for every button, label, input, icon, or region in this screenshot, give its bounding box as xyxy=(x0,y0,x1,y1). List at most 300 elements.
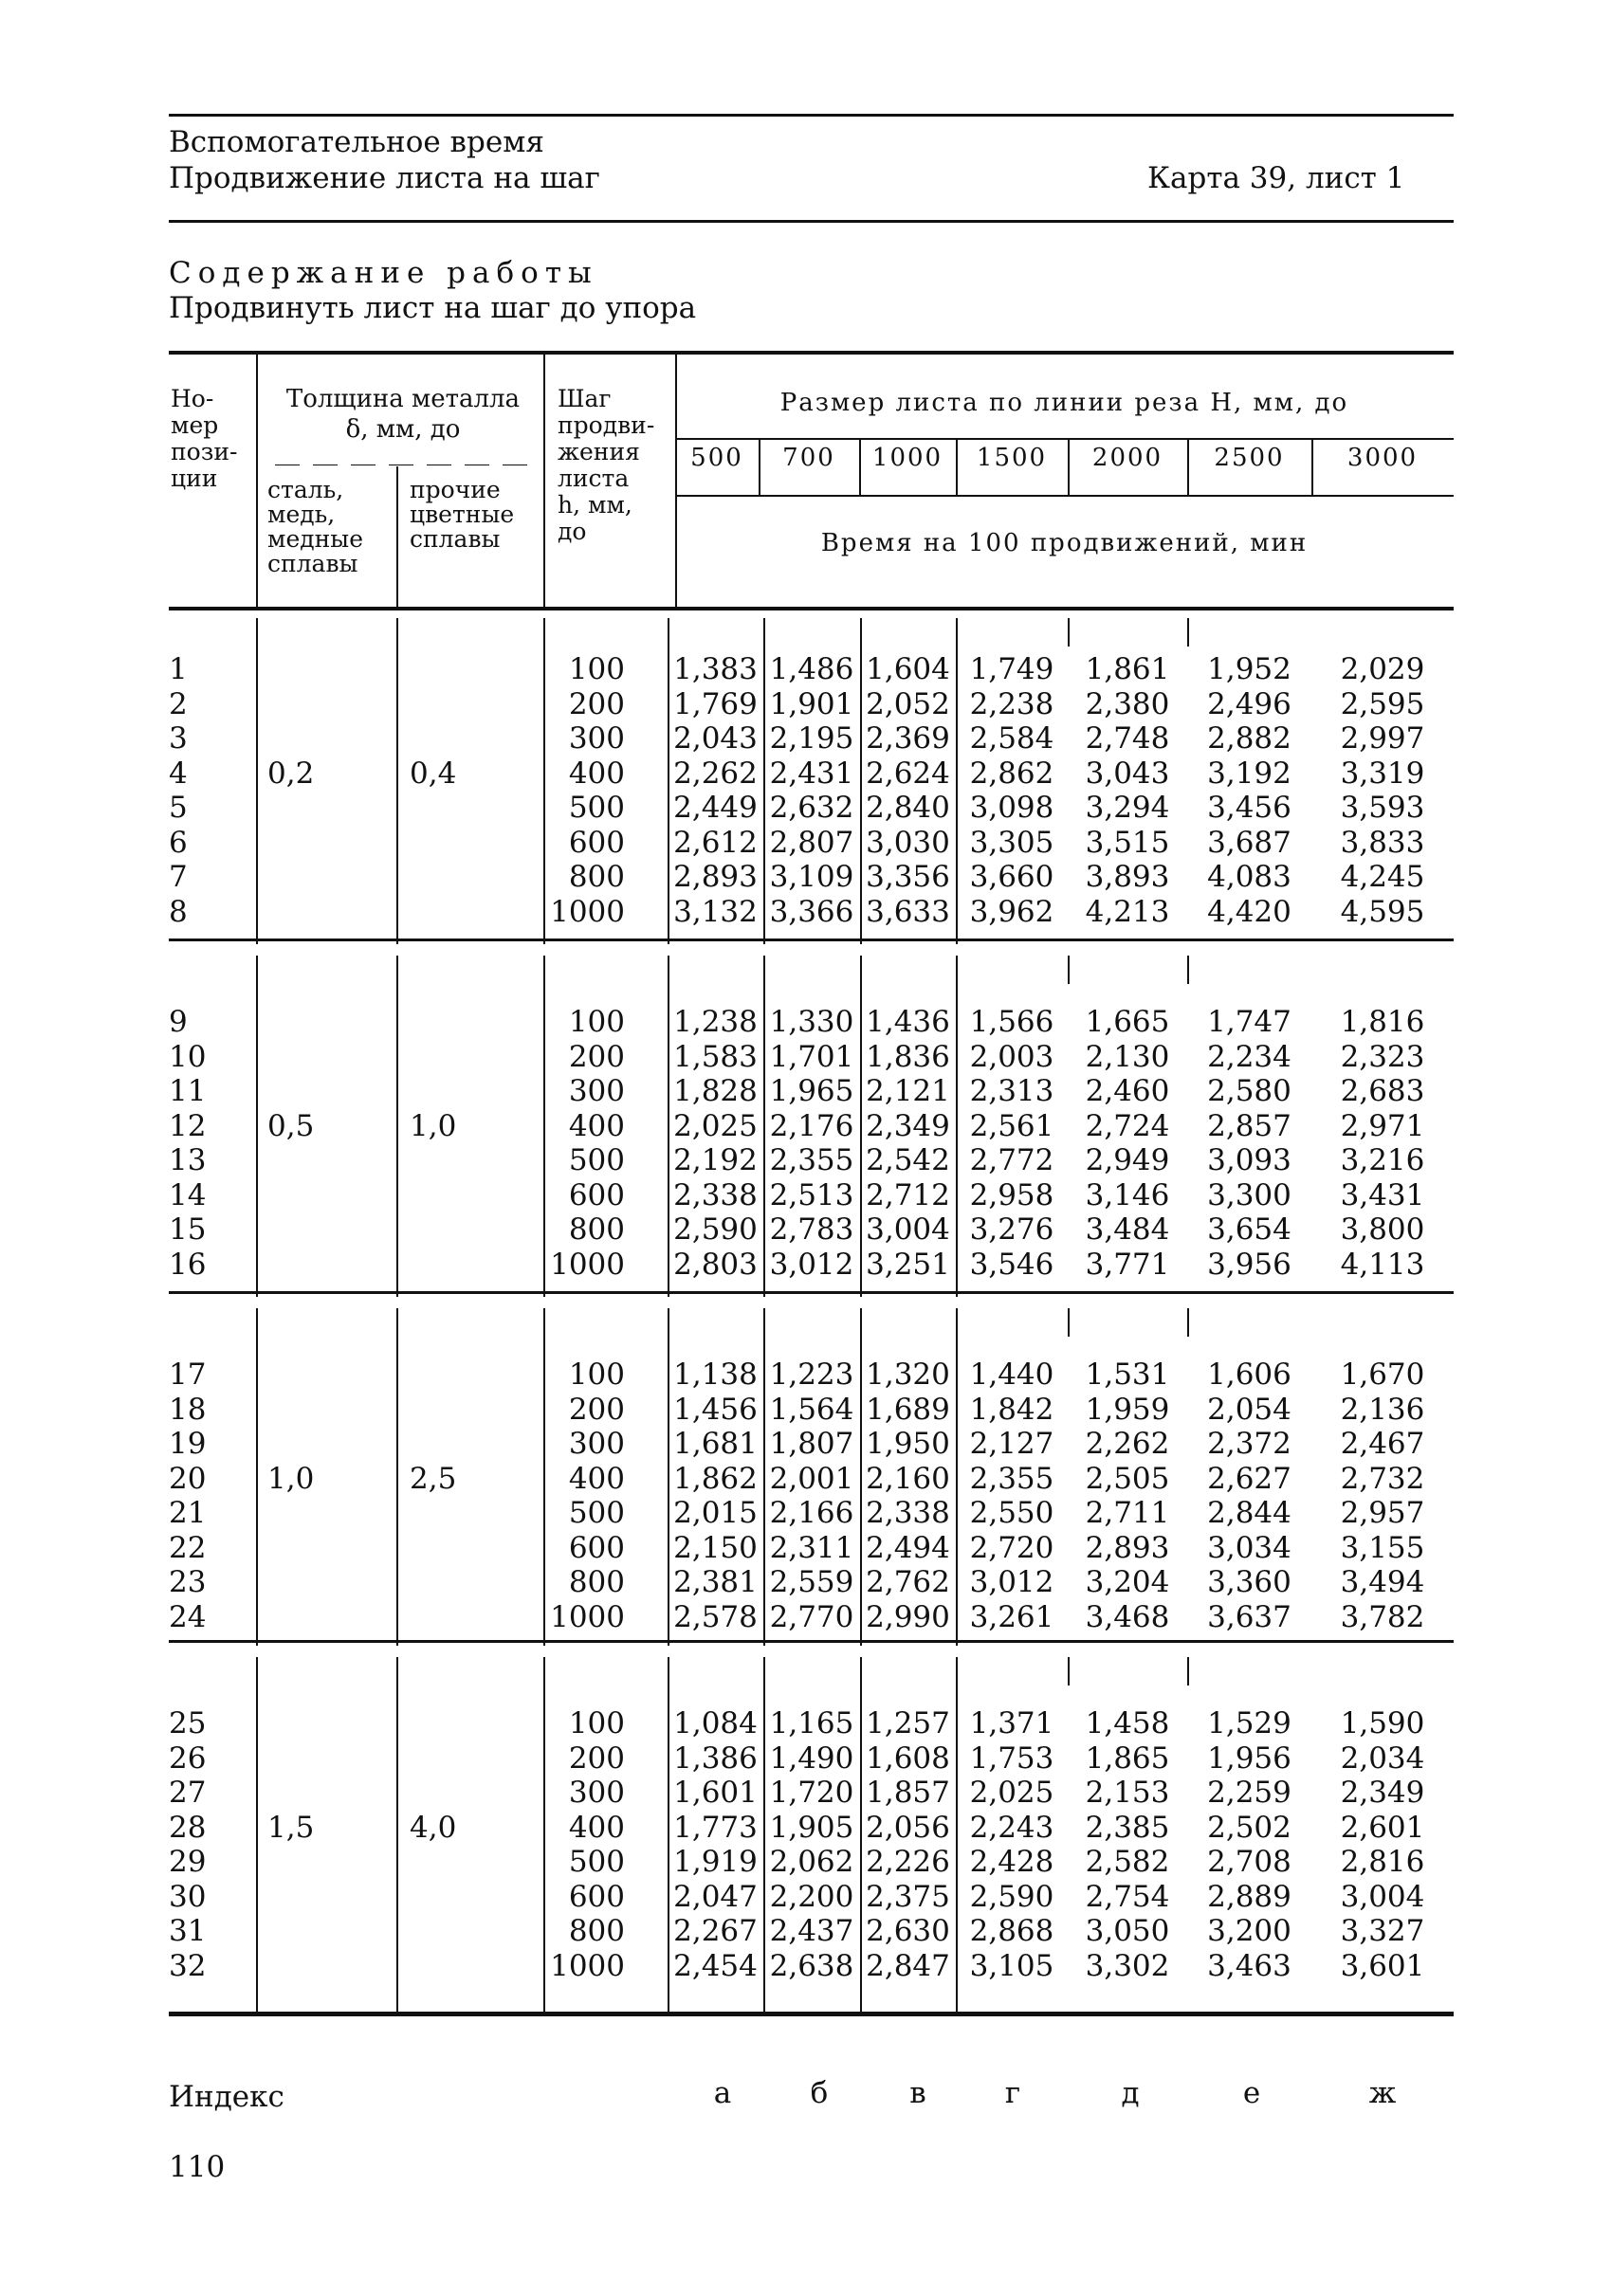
time-value-cell: 3,146 xyxy=(1085,1177,1170,1212)
time-value-cell: 2,349 xyxy=(866,1108,950,1143)
other-header-line: цветные xyxy=(410,501,515,528)
time-value-cell: 2,160 xyxy=(866,1461,950,1496)
time-value-cell: 2,638 xyxy=(769,1948,854,1983)
size-header-cell: 2500 xyxy=(1214,444,1285,472)
time-value-cell: 1,753 xyxy=(969,1740,1054,1776)
time-value-cell: 2,708 xyxy=(1207,1845,1291,1879)
position-number: 1 xyxy=(169,652,188,686)
column-divider xyxy=(1068,618,1070,647)
step-value: 500 xyxy=(568,1496,625,1530)
time-value-cell: 3,654 xyxy=(1207,1212,1291,1247)
time-value-cell: 2,502 xyxy=(1207,1810,1291,1845)
time-value-cell: 1,223 xyxy=(769,1358,854,1392)
thickness-title: Толщина металла xyxy=(285,385,521,413)
time-value-cell: 3,004 xyxy=(866,1212,950,1247)
time-value-cell: 2,385 xyxy=(1085,1810,1170,1845)
time-value-cell: 3,494 xyxy=(1340,1565,1425,1599)
time-value-cell: 3,601 xyxy=(1340,1948,1425,1983)
time-value-cell: 2,338 xyxy=(866,1496,950,1530)
col-pos-line: мер xyxy=(171,411,219,439)
time-value-cell: 2,990 xyxy=(866,1599,950,1634)
time-value-cell: 2,542 xyxy=(866,1143,950,1177)
other-thickness: 1,0 xyxy=(410,1108,457,1143)
time-value-cell: 3,637 xyxy=(1207,1599,1291,1634)
time-value-cell: 2,590 xyxy=(969,1879,1054,1914)
step-value: 100 xyxy=(568,1358,625,1392)
time-value-cell: 2,783 xyxy=(769,1212,854,1247)
time-value-cell: 2,505 xyxy=(1085,1461,1170,1496)
time-value-cell: 2,380 xyxy=(1085,686,1170,721)
position-number: 24 xyxy=(169,1599,207,1634)
time-value-cell: 1,564 xyxy=(769,1392,854,1427)
size-header-cell: 1000 xyxy=(871,444,943,472)
time-value-cell: 3,216 xyxy=(1340,1143,1425,1177)
position-number: 3 xyxy=(169,721,188,756)
time-value-cell: 2,338 xyxy=(673,1177,758,1212)
time-value-cell: 1,807 xyxy=(769,1427,854,1461)
time-value-cell: 2,754 xyxy=(1085,1879,1170,1914)
header-line-1: Вспомогательное время xyxy=(169,125,544,159)
time-value-cell: 2,612 xyxy=(673,825,758,860)
time-value-cell: 2,262 xyxy=(673,756,758,791)
time-value-cell: 3,366 xyxy=(769,894,854,929)
size-header-cell: 1500 xyxy=(976,444,1048,472)
time-value-cell: 2,355 xyxy=(769,1143,854,1177)
time-value-cell: 3,004 xyxy=(1340,1879,1425,1914)
size-header-divider xyxy=(956,438,958,495)
time-value-cell: 3,098 xyxy=(969,791,1054,825)
step-value: 100 xyxy=(568,1706,625,1740)
time-value-cell: 1,440 xyxy=(969,1358,1054,1392)
position-number: 27 xyxy=(169,1776,207,1810)
time-value-cell: 1,689 xyxy=(866,1392,950,1427)
time-value-cell: 2,957 xyxy=(1340,1496,1425,1530)
step-value: 800 xyxy=(568,1914,625,1948)
column-divider xyxy=(1068,1308,1070,1337)
other-header-line: сплавы xyxy=(410,525,501,553)
time-value-cell: 2,624 xyxy=(866,756,950,791)
time-value-cell: 3,192 xyxy=(1207,756,1291,791)
column-divider xyxy=(396,1308,398,1646)
time-value-cell: 2,025 xyxy=(673,1108,758,1143)
time-value-cell: 3,484 xyxy=(1085,1212,1170,1247)
size-header-divider xyxy=(1187,438,1189,495)
time-value-cell: 2,971 xyxy=(1340,1108,1425,1143)
step-value: 400 xyxy=(568,1461,625,1496)
time-value-cell: 1,601 xyxy=(673,1776,758,1810)
other-thickness: 4,0 xyxy=(410,1810,457,1845)
time-value-cell: 1,701 xyxy=(769,1039,854,1074)
index-letter: ж xyxy=(1368,2076,1397,2110)
time-value-cell: 2,381 xyxy=(673,1565,758,1599)
time-value-cell: 1,084 xyxy=(673,1706,758,1740)
time-value-cell: 2,127 xyxy=(969,1427,1054,1461)
time-value-cell: 2,494 xyxy=(866,1530,950,1565)
position-number: 11 xyxy=(169,1074,207,1108)
time-value-cell: 3,300 xyxy=(1207,1177,1291,1212)
steel-header-line: медь, xyxy=(267,501,336,528)
position-number: 23 xyxy=(169,1565,207,1599)
time-value-cell: 1,965 xyxy=(769,1074,854,1108)
time-value-cell: 2,056 xyxy=(866,1810,950,1845)
size-values-rule xyxy=(675,495,1454,497)
time-value-cell: 2,958 xyxy=(969,1177,1054,1212)
steel-thickness: 1,0 xyxy=(267,1461,315,1496)
step-value: 600 xyxy=(568,1530,625,1565)
time-value-cell: 2,052 xyxy=(866,686,950,721)
size-header-divider xyxy=(759,438,760,495)
time-value-cell: 2,428 xyxy=(969,1845,1054,1879)
position-number: 30 xyxy=(169,1879,207,1914)
steel-header-line: сплавы xyxy=(267,550,358,577)
time-value-cell: 1,320 xyxy=(866,1358,950,1392)
time-value-cell: 2,807 xyxy=(769,825,854,860)
thickness-title: δ, мм, до xyxy=(345,415,461,444)
step-value: 200 xyxy=(568,1039,625,1074)
time-value-cell: 3,276 xyxy=(969,1212,1054,1247)
step-value: 100 xyxy=(568,652,625,686)
time-value-cell: 1,952 xyxy=(1207,652,1291,686)
steel-header-line: сталь, xyxy=(267,476,344,503)
index-letter: а xyxy=(713,2076,732,2110)
time-value-cell: 3,515 xyxy=(1085,825,1170,860)
step-value: 1000 xyxy=(550,1948,625,1983)
time-value-cell: 2,582 xyxy=(1085,1845,1170,1879)
time-value-cell: 2,724 xyxy=(1085,1108,1170,1143)
time-value-cell: 2,590 xyxy=(673,1212,758,1247)
header-divider xyxy=(543,353,545,609)
time-value-cell: 2,840 xyxy=(866,791,950,825)
size-header-cell: 3000 xyxy=(1346,444,1419,472)
position-number: 8 xyxy=(169,894,188,929)
position-number: 29 xyxy=(169,1845,207,1879)
steel-thickness: 1,5 xyxy=(267,1810,315,1845)
index-letter: д xyxy=(1121,2076,1140,2110)
time-value-cell: 2,595 xyxy=(1340,686,1425,721)
position-number: 18 xyxy=(169,1392,207,1427)
time-value-cell: 4,245 xyxy=(1340,860,1425,894)
time-value-cell: 2,632 xyxy=(769,791,854,825)
step-value: 400 xyxy=(568,1108,625,1143)
time-value-cell: 3,962 xyxy=(969,894,1054,929)
time-value-cell: 2,226 xyxy=(866,1845,950,1879)
column-divider xyxy=(1187,956,1189,984)
position-number: 26 xyxy=(169,1740,207,1776)
size-header-cell: 700 xyxy=(782,444,835,472)
step-value: 300 xyxy=(568,721,625,756)
time-value-cell: 2,313 xyxy=(969,1074,1054,1108)
col-pos-line: пози- xyxy=(171,438,238,465)
step-value: 200 xyxy=(568,1740,625,1776)
time-value-cell: 1,842 xyxy=(969,1392,1054,1427)
time-value-cell: 2,561 xyxy=(969,1108,1054,1143)
step-value: 1000 xyxy=(550,894,625,929)
time-value-cell: 1,529 xyxy=(1207,1706,1291,1740)
time-value-cell: 2,748 xyxy=(1085,721,1170,756)
time-value-cell: 2,803 xyxy=(673,1247,758,1282)
time-value-cell: 2,054 xyxy=(1207,1392,1291,1427)
time-value-cell: 2,601 xyxy=(1340,1810,1425,1845)
time-value-cell: 3,012 xyxy=(769,1247,854,1282)
size-header-divider xyxy=(1068,438,1070,495)
time-value-cell: 2,770 xyxy=(769,1599,854,1634)
time-value-cell: 2,893 xyxy=(673,860,758,894)
time-value-cell: 1,138 xyxy=(673,1358,758,1392)
time-value-cell: 3,360 xyxy=(1207,1565,1291,1599)
position-number: 16 xyxy=(169,1247,207,1282)
step-header-line: Шаг xyxy=(558,385,612,412)
time-value-cell: 1,828 xyxy=(673,1074,758,1108)
step-value: 400 xyxy=(568,756,625,791)
step-value: 800 xyxy=(568,1565,625,1599)
time-value-cell: 3,105 xyxy=(969,1948,1054,1983)
time-value-cell: 3,012 xyxy=(969,1565,1054,1599)
time-value-cell: 2,025 xyxy=(969,1776,1054,1810)
size-title-rule xyxy=(675,438,1454,440)
time-value-cell: 2,711 xyxy=(1085,1496,1170,1530)
size-header-cell: 500 xyxy=(690,444,743,472)
size-title: Размер листа по линии реза H, мм, до xyxy=(779,389,1349,417)
position-number: 20 xyxy=(169,1461,207,1496)
time-value-cell: 2,467 xyxy=(1340,1427,1425,1461)
time-value-cell: 1,905 xyxy=(769,1810,854,1845)
time-value-cell: 1,747 xyxy=(1207,1005,1291,1039)
time-value-cell: 2,732 xyxy=(1340,1461,1425,1496)
position-number: 22 xyxy=(169,1530,207,1565)
time-value-cell: 2,015 xyxy=(673,1496,758,1530)
time-value-cell: 2,176 xyxy=(769,1108,854,1143)
time-title: Время на 100 продвижений, мин xyxy=(820,529,1309,557)
position-number: 12 xyxy=(169,1108,207,1143)
time-value-cell: 2,949 xyxy=(1085,1143,1170,1177)
time-value-cell: 1,371 xyxy=(969,1706,1054,1740)
step-value: 500 xyxy=(568,1143,625,1177)
table-bottom-rule xyxy=(169,2012,1454,2016)
time-value-cell: 1,330 xyxy=(769,1005,854,1039)
column-divider xyxy=(1187,1657,1189,1686)
time-value-cell: 3,687 xyxy=(1207,825,1291,860)
step-value: 300 xyxy=(568,1776,625,1810)
time-value-cell: 3,431 xyxy=(1340,1177,1425,1212)
table-top-rule xyxy=(169,351,1454,355)
time-value-cell: 3,893 xyxy=(1085,860,1170,894)
time-value-cell: 2,712 xyxy=(866,1177,950,1212)
position-number: 4 xyxy=(169,756,188,791)
column-divider xyxy=(256,1308,258,1646)
time-value-cell: 1,901 xyxy=(769,686,854,721)
time-value-cell: 3,155 xyxy=(1340,1530,1425,1565)
time-value-cell: 2,355 xyxy=(969,1461,1054,1496)
time-value-cell: 2,311 xyxy=(769,1530,854,1565)
step-value: 600 xyxy=(568,825,625,860)
position-number: 10 xyxy=(169,1039,207,1074)
time-value-cell: 2,868 xyxy=(969,1914,1054,1948)
position-number: 17 xyxy=(169,1358,207,1392)
index-letter: в xyxy=(909,2076,926,2110)
size-header-divider xyxy=(1311,438,1313,495)
column-divider xyxy=(396,956,398,1297)
steel-header-line: медные xyxy=(267,525,363,553)
time-value-cell: 2,001 xyxy=(769,1461,854,1496)
time-value-cell: 2,121 xyxy=(866,1074,950,1108)
time-value-cell: 3,251 xyxy=(866,1247,950,1282)
time-value-cell: 2,584 xyxy=(969,721,1054,756)
step-value: 500 xyxy=(568,1845,625,1879)
time-value-cell: 1,865 xyxy=(1085,1740,1170,1776)
steel-thickness: 0,2 xyxy=(267,756,315,791)
position-number: 28 xyxy=(169,1810,207,1845)
step-header-line: h, мм, xyxy=(558,491,632,519)
time-value-cell: 1,773 xyxy=(673,1810,758,1845)
time-value-cell: 2,683 xyxy=(1340,1074,1425,1108)
time-value-cell: 2,034 xyxy=(1340,1740,1425,1776)
time-value-cell: 2,449 xyxy=(673,791,758,825)
time-value-cell: 3,132 xyxy=(673,894,758,929)
time-value-cell: 3,109 xyxy=(769,860,854,894)
other-thickness: 0,4 xyxy=(410,756,457,791)
step-value: 200 xyxy=(568,686,625,721)
time-value-cell: 3,305 xyxy=(969,825,1054,860)
time-value-cell: 2,997 xyxy=(1340,721,1425,756)
time-value-cell: 2,857 xyxy=(1207,1108,1291,1143)
index-label: Индекс xyxy=(169,2080,284,2114)
time-value-cell: 1,861 xyxy=(1085,652,1170,686)
time-value-cell: 1,386 xyxy=(673,1740,758,1776)
time-value-cell: 2,627 xyxy=(1207,1461,1291,1496)
page-number: 110 xyxy=(169,2150,226,2184)
time-value-cell: 3,030 xyxy=(866,825,950,860)
time-value-cell: 1,436 xyxy=(866,1005,950,1039)
time-value-cell: 2,720 xyxy=(969,1530,1054,1565)
time-value-cell: 2,043 xyxy=(673,721,758,756)
time-value-cell: 1,531 xyxy=(1085,1358,1170,1392)
time-value-cell: 2,578 xyxy=(673,1599,758,1634)
column-divider xyxy=(396,618,398,944)
steel-thickness: 0,5 xyxy=(267,1108,315,1143)
time-value-cell: 2,259 xyxy=(1207,1776,1291,1810)
time-value-cell: 2,153 xyxy=(1085,1776,1170,1810)
time-value-cell: 3,302 xyxy=(1085,1948,1170,1983)
time-value-cell: 2,003 xyxy=(969,1039,1054,1074)
time-value-cell: 1,238 xyxy=(673,1005,758,1039)
position-number: 21 xyxy=(169,1496,207,1530)
work-text: Продвинуть лист на шаг до упора xyxy=(169,291,697,325)
time-value-cell: 2,893 xyxy=(1085,1530,1170,1565)
col-pos-line: Но- xyxy=(171,385,214,412)
time-value-cell: 2,762 xyxy=(866,1565,950,1599)
time-value-cell: 2,496 xyxy=(1207,686,1291,721)
time-value-cell: 3,456 xyxy=(1207,791,1291,825)
column-divider xyxy=(256,1657,258,2012)
time-value-cell: 1,950 xyxy=(866,1427,950,1461)
time-value-cell: 2,323 xyxy=(1340,1039,1425,1074)
time-value-cell: 2,889 xyxy=(1207,1879,1291,1914)
time-value-cell: 3,633 xyxy=(866,894,950,929)
time-value-cell: 3,200 xyxy=(1207,1914,1291,1948)
time-value-cell: 2,349 xyxy=(1340,1776,1425,1810)
index-letter: б xyxy=(810,2076,829,2110)
time-value-cell: 2,580 xyxy=(1207,1074,1291,1108)
time-value-cell: 3,043 xyxy=(1085,756,1170,791)
time-value-cell: 1,862 xyxy=(673,1461,758,1496)
time-value-cell: 2,200 xyxy=(769,1879,854,1914)
time-value-cell: 3,800 xyxy=(1340,1212,1425,1247)
other-thickness: 2,5 xyxy=(410,1461,457,1496)
step-header-line: продви- xyxy=(558,411,655,439)
time-value-cell: 1,665 xyxy=(1085,1005,1170,1039)
step-header-line: листа xyxy=(558,465,630,492)
size-header-divider xyxy=(859,438,861,495)
time-value-cell: 2,431 xyxy=(769,756,854,791)
step-header-line: жения xyxy=(558,438,640,465)
step-value: 1000 xyxy=(550,1599,625,1634)
header-divider xyxy=(256,353,258,609)
time-value-cell: 1,566 xyxy=(969,1005,1054,1039)
time-value-cell: 1,959 xyxy=(1085,1392,1170,1427)
step-value: 600 xyxy=(568,1879,625,1914)
time-value-cell: 1,720 xyxy=(769,1776,854,1810)
time-value-cell: 1,816 xyxy=(1340,1005,1425,1039)
time-value-cell: 2,166 xyxy=(769,1496,854,1530)
time-value-cell: 1,165 xyxy=(769,1706,854,1740)
time-value-cell: 3,660 xyxy=(969,860,1054,894)
time-value-cell: 2,513 xyxy=(769,1177,854,1212)
time-value-cell: 2,136 xyxy=(1340,1392,1425,1427)
time-value-cell: 2,267 xyxy=(673,1914,758,1948)
time-value-cell: 3,468 xyxy=(1085,1599,1170,1634)
position-number: 19 xyxy=(169,1427,207,1461)
position-number: 6 xyxy=(169,825,188,860)
other-header-line: прочие xyxy=(410,476,501,503)
time-value-cell: 3,546 xyxy=(969,1247,1054,1282)
step-value: 1000 xyxy=(550,1247,625,1282)
time-value-cell: 2,062 xyxy=(769,1845,854,1879)
time-value-cell: 3,050 xyxy=(1085,1914,1170,1948)
time-value-cell: 3,204 xyxy=(1085,1565,1170,1599)
step-header-line: до xyxy=(558,518,587,545)
time-value-cell: 2,195 xyxy=(769,721,854,756)
time-value-cell: 1,456 xyxy=(673,1392,758,1427)
time-value-cell: 2,243 xyxy=(969,1810,1054,1845)
position-number: 7 xyxy=(169,860,188,894)
group-separator-rule xyxy=(169,938,1454,941)
position-number: 9 xyxy=(169,1005,188,1039)
time-value-cell: 1,257 xyxy=(866,1706,950,1740)
time-value-cell: 1,490 xyxy=(769,1740,854,1776)
time-value-cell: 2,550 xyxy=(969,1496,1054,1530)
position-number: 13 xyxy=(169,1143,207,1177)
column-divider xyxy=(396,1657,398,2012)
time-value-cell: 2,454 xyxy=(673,1948,758,1983)
group-separator-rule xyxy=(169,1291,1454,1294)
table-header-bottom-rule xyxy=(169,607,1454,610)
time-value-cell: 1,857 xyxy=(866,1776,950,1810)
time-value-cell: 2,437 xyxy=(769,1914,854,1948)
column-divider xyxy=(1187,618,1189,647)
col-pos-line: ции xyxy=(171,465,218,492)
position-number: 25 xyxy=(169,1706,207,1740)
time-value-cell: 3,294 xyxy=(1085,791,1170,825)
header-divider xyxy=(396,466,398,609)
header-line-2: Продвижение листа на шаг xyxy=(169,161,600,195)
step-value: 300 xyxy=(568,1427,625,1461)
time-value-cell: 1,670 xyxy=(1340,1358,1425,1392)
time-value-cell: 2,192 xyxy=(673,1143,758,1177)
time-value-cell: 2,559 xyxy=(769,1565,854,1599)
time-value-cell: 3,261 xyxy=(969,1599,1054,1634)
time-value-cell: 3,463 xyxy=(1207,1948,1291,1983)
time-value-cell: 3,833 xyxy=(1340,825,1425,860)
